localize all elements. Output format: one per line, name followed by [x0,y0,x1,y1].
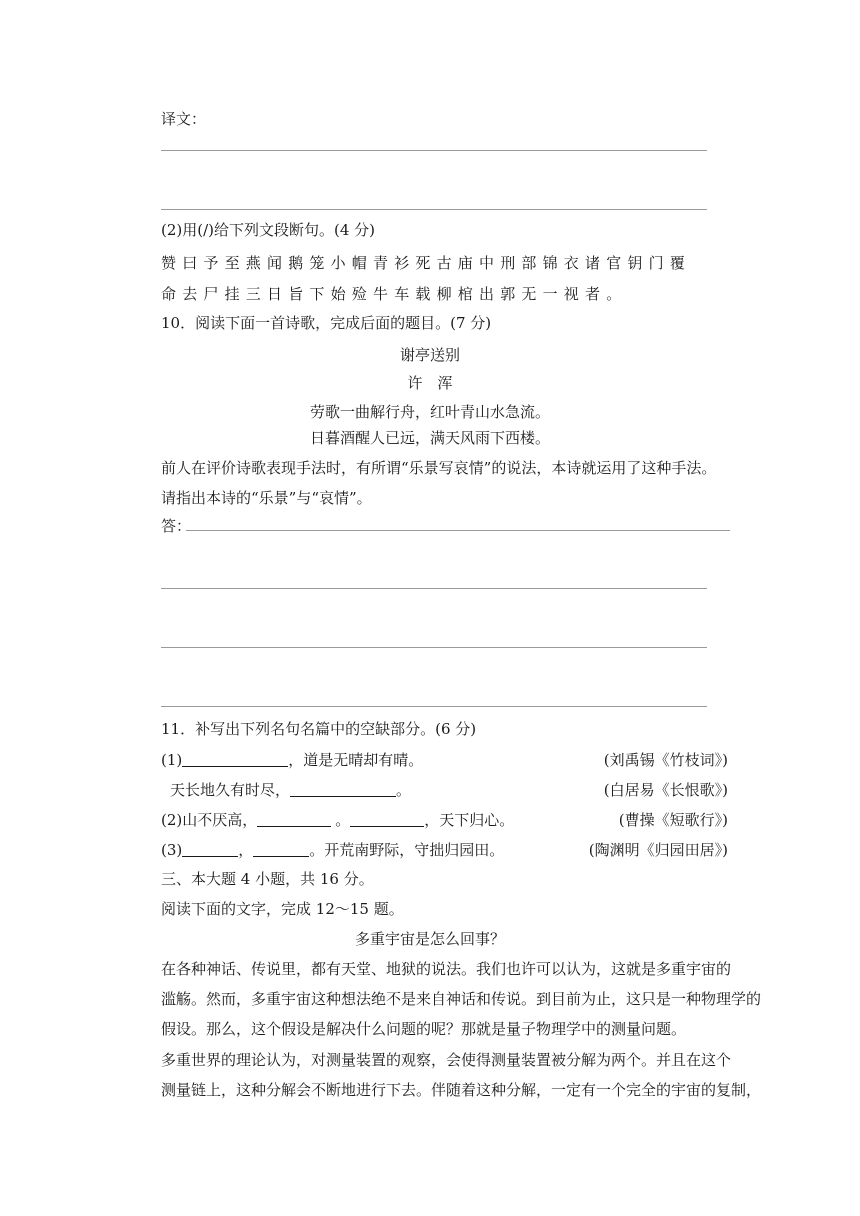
article-paragraph-1-line-3: 假设。那么，这个假设是解决什么问题的呢？那就是量子物理学中的测量问题。 [161,1020,687,1038]
poem-author: 许 浑 [407,374,453,392]
article-paragraph-1-line-1: 在各种神话、传说里，都有天堂、地狱的说法。我们也许可以认为，这就是多重宇宙的 [161,960,732,978]
question-11-prompt: 11．补写出下列名句名篇中的空缺部分。(6 分) [161,720,477,738]
source-citation: (刘禹锡《竹枝词》) [603,751,728,769]
fill-blank[interactable] [182,752,288,767]
poem-line-2: 日暮酒醒人已远，满天风雨下西楼。 [309,429,550,447]
fill-blank[interactable] [253,842,309,857]
punctuation-text-line-1: 赞曰予至燕闻鹅笼小帽青衫死古庙中刑部锦衣诸官钥门覆 [161,254,692,272]
article-paragraph-2-line-2: 测量链上，这种分解会不断地进行下去。伴随着这种分解，一定有一个完全的宇宙的复制， [161,1081,762,1099]
poem-title: 谢亭送别 [399,346,460,364]
fill-blank-item-4: (3) ， 。开荒南野际，守拙归园田。 [161,841,505,859]
fill-blank[interactable] [182,842,238,857]
article-title: 多重宇宙是怎么回事？ [354,930,505,948]
answer-line[interactable] [186,530,730,531]
answer-label: 答： [161,517,192,535]
article-paragraph-1-line-2: 滥觞。然而，多重宇宙这种想法绝不是来自神话和传说。到目前为止，这只是一种物理学的 [161,990,762,1008]
answer-line[interactable] [161,150,707,151]
translation-label: 译文： [161,110,207,128]
question-10-text-line-2: 请指出本诗的“乐景”与“哀情”。 [161,489,372,507]
fill-blank-item-1: (1) ，道是无晴却有晴。 [161,751,424,769]
punctuation-text-line-2: 命去尸挂三日旨下始殓牛车载柳棺出郭无一视者。 [161,285,628,303]
question-10-prompt: 10．阅读下面一首诗歌，完成后面的题目。(7 分) [161,314,492,332]
answer-line[interactable] [161,588,707,589]
section-3-heading: 三、本大题 4 小题，共 16 分。 [161,870,374,888]
source-citation: (陶渊明《归园田居》) [588,841,728,859]
answer-line[interactable] [161,706,707,707]
article-paragraph-2-line-1: 多重世界的理论认为，对测量装置的观察，会使得测量装置被分解为两个。并且在这个 [161,1051,732,1069]
fill-blank-item-2: 天长地久有时尽， 。 [170,781,412,799]
answer-line[interactable] [161,647,707,648]
answer-line[interactable] [161,209,707,210]
fill-blank-item-3: (2)山不厌高， 。 ，天下归心。 [161,811,515,829]
source-citation: (白居易《长恨歌》) [603,781,728,799]
fill-blank[interactable] [350,812,424,827]
fill-blank[interactable] [257,812,331,827]
poem-line-1: 劳歌一曲解行舟，红叶青山水急流。 [309,403,550,421]
fill-blank[interactable] [290,782,396,797]
source-citation: (曹操《短歌行》) [618,811,728,829]
section-3-instruction: 阅读下面的文字，完成 12～15 题。 [161,900,404,918]
question-10-text-line-1: 前人在评价诗歌表现手法时，有所谓“乐景写哀情”的说法，本诗就运用了这种手法。 [161,459,717,477]
question-9-2-prompt: (2)用(/)给下列文段断句。(4 分) [161,221,376,239]
